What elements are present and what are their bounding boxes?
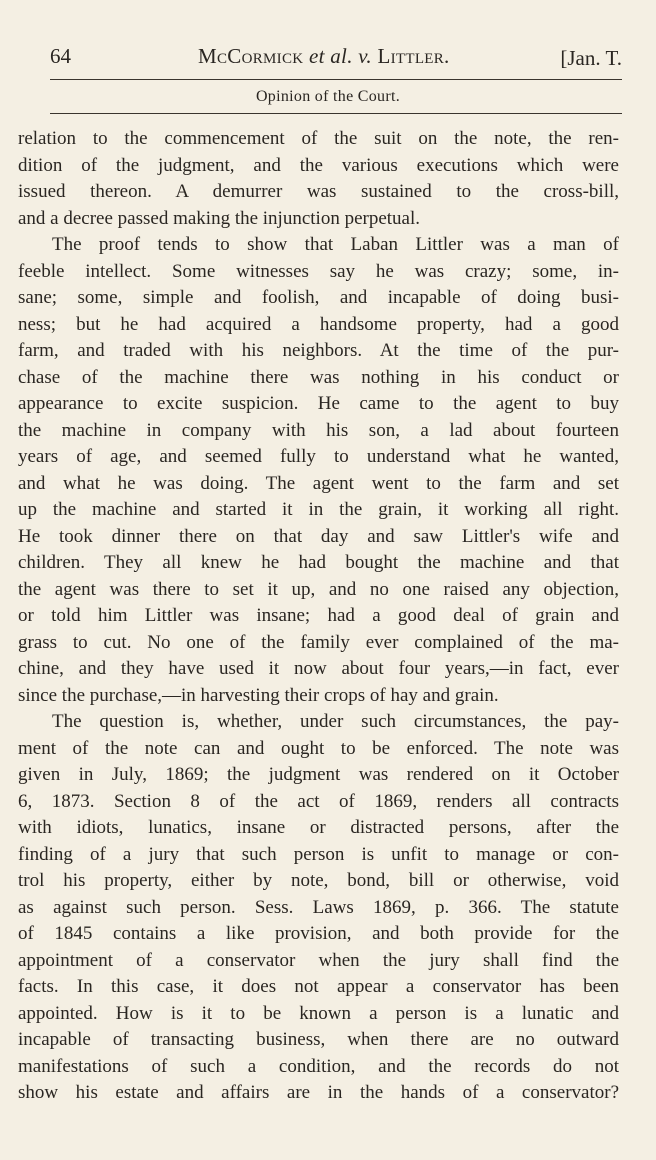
text-line: years of age, and seemed fully to understand what he wanted, (18, 446, 619, 467)
case-title (198, 44, 450, 69)
text-line: chase of the machine there was nothing in his conduct or (18, 366, 619, 388)
text-line: 6, 1873. Section 8 of the act of 1869, renders all contracts (18, 790, 619, 812)
text-line: chine, and they have used it now about four years,—in fact, ever (18, 658, 619, 679)
text-line: The proof tends to show that Laban Littler was a man of (52, 234, 619, 255)
term-label: [Jan. T. (560, 46, 622, 70)
text-line: up the machine and started it in the grain, it working all right. (18, 499, 619, 520)
text-line: issued thereon. A demurrer was sustained to the cross-bill, (18, 181, 619, 202)
text-line: ment of the note can and ought to be enforced. The note was (18, 737, 619, 759)
text-line: children. They all knew he had bought the machine and that (18, 552, 619, 573)
opinion-text (18, 126, 619, 1107)
text-line: relation to the commencement of the suit on the note, the ren- (18, 128, 619, 149)
text-line: the machine in company with his son, a lad about fourteen (18, 419, 619, 441)
text-line: of 1845 contains a like provision, and both provide for the (18, 923, 619, 944)
text-line: farm, and traded with his neighbors. At the time of the pur- (18, 340, 619, 361)
text-line: trol his property, either by note, bond, bill or otherwise, void (18, 870, 619, 891)
section-subheading: Opinion of the Court. (255, 88, 401, 105)
text-line: The question is, whether, under such circumstances, the pay- (52, 711, 619, 732)
running-head (50, 44, 622, 74)
case-title-name: McCormick (198, 44, 304, 68)
text-line: and a decree passed making the injunction perpetual. (18, 207, 421, 229)
case-title-party: Littler. (377, 44, 450, 68)
text-line: dition of the judgment, and the various executions which were (18, 154, 619, 176)
text-line: finding of a jury that such person is unfit to manage or con- (18, 843, 619, 865)
text-line: as against such person. Sess. Laws 1869, p. 366. The statute (18, 896, 619, 918)
text-line: sane; some, simple and foolish, and incapable of doing busi- (18, 287, 619, 308)
text-line: since the purchase,—in harvesting their crops of hay and grain. (18, 684, 499, 706)
text-line: facts. In this case, it does not appear a conservator has been (18, 976, 619, 997)
text-line: appearance to excite suspicion. He came to the agent to buy (18, 393, 619, 414)
text-line: given in July, 1869; the judgment was rendered on it October (18, 764, 619, 785)
text-line: appointed. How is it to be known a person is a lunatic and (18, 1002, 619, 1024)
text-line: ness; but he had acquired a handsome property, had a good (18, 313, 619, 335)
text-line: manifestations of such a condition, and the records do not (18, 1055, 619, 1077)
text-line: with idiots, lunatics, insane or distracted persons, after the (18, 817, 619, 838)
page-number: 64 (50, 44, 71, 68)
text-line: and what he was doing. The agent went to the farm and set (18, 472, 619, 494)
text-line: appointment of a conservator when the jury shall find the (18, 949, 619, 971)
text-line: show his estate and affairs are in the hands of a conservator? (18, 1082, 619, 1103)
text-line: feeble intellect. Some witnesses say he was crazy; some, in- (18, 260, 619, 282)
text-line: He took dinner there on that day and saw Littler's wife and (18, 525, 619, 547)
text-line: incapable of transacting business, when there are no outward (18, 1029, 619, 1050)
text-line: the agent was there to set it up, and no one raised any objection, (18, 578, 619, 600)
case-title-rest: et al. v. (303, 44, 378, 68)
text-line: grass to cut. No one of the family ever complained of the ma- (18, 631, 619, 653)
subheading-rule (50, 113, 622, 114)
header-rule (50, 79, 622, 80)
text-line: or told him Littler was insane; had a good deal of grain and (18, 605, 619, 626)
